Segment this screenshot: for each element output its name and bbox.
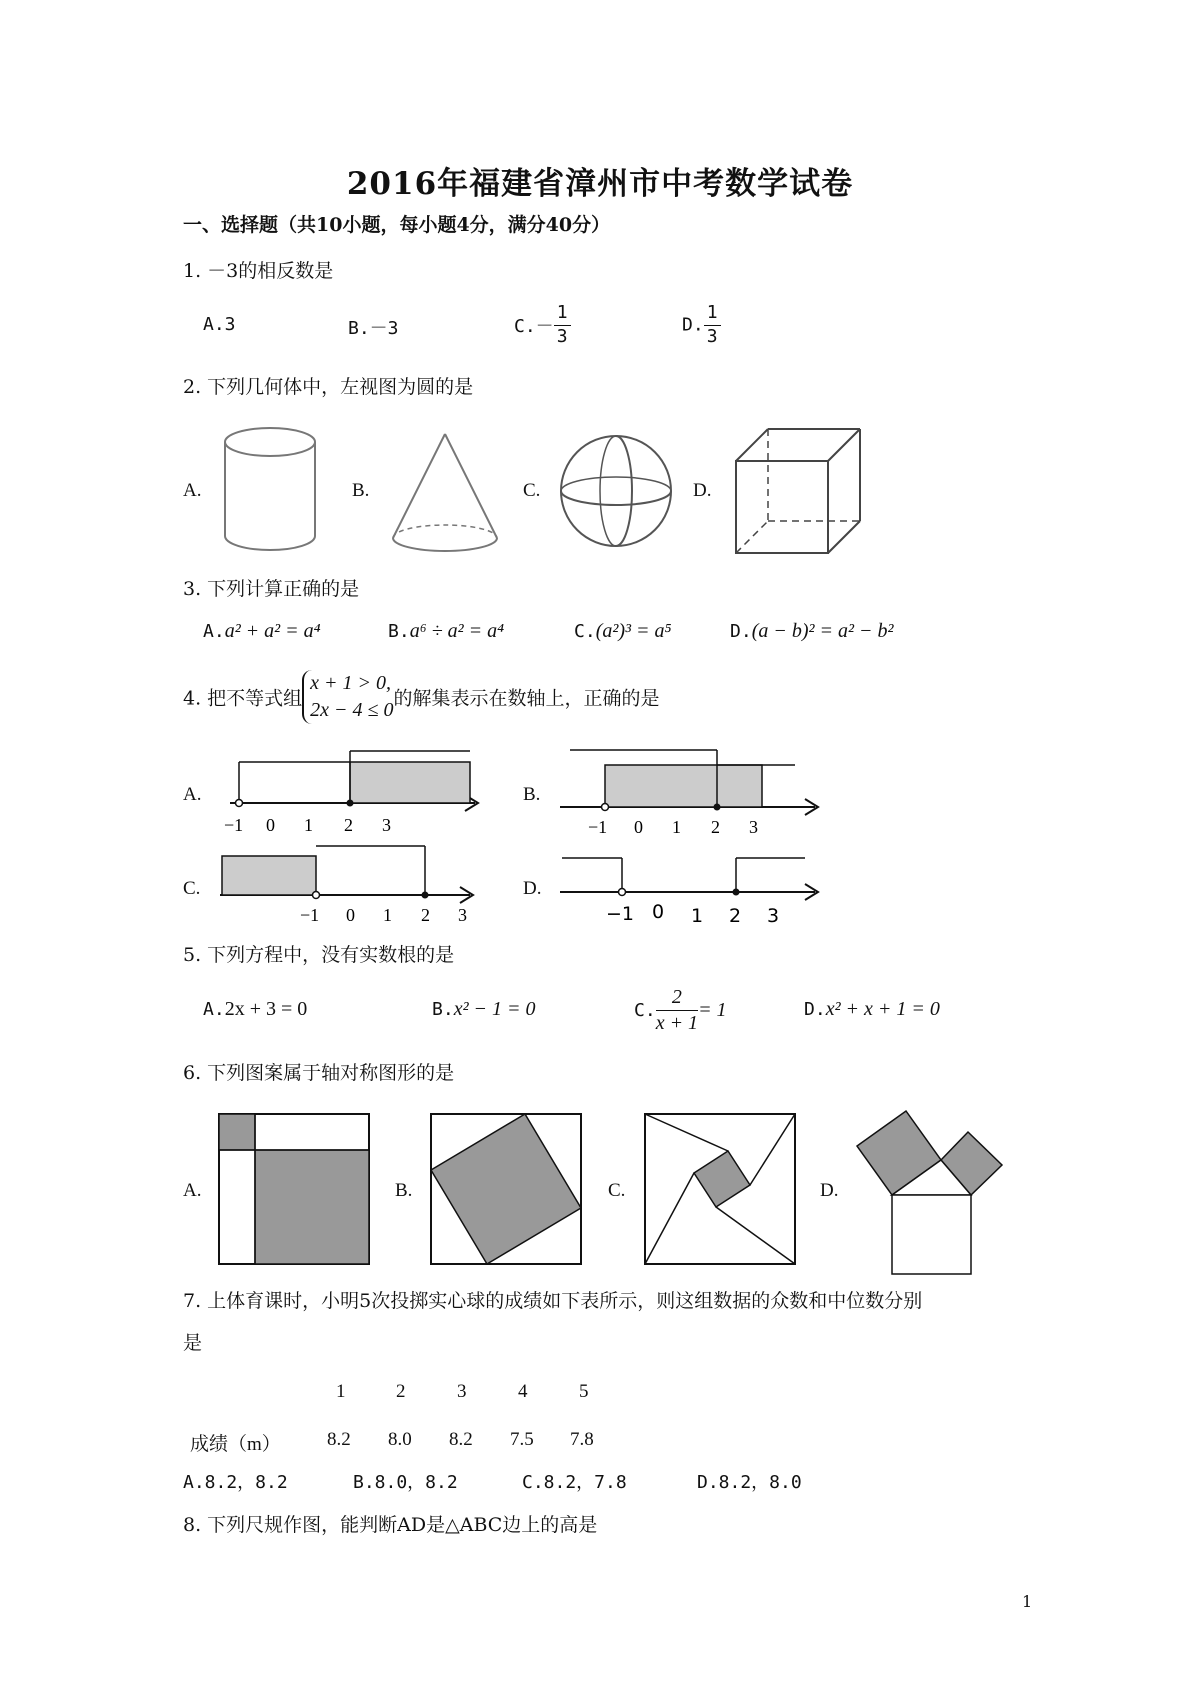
q5-option-c: C. $\frac{2}{x + 1}$ = 1	[634, 986, 727, 1034]
q3-option-a: A.a² + a² = a⁴	[203, 620, 321, 642]
tick-label: 1	[383, 905, 392, 925]
pattern-a	[218, 1113, 373, 1268]
table-cell: 8.2	[449, 1429, 473, 1450]
q1-option-c: C.－ $\frac{1}{3}$	[514, 302, 571, 348]
cube-figure	[732, 425, 872, 565]
tick-label: −1	[224, 815, 244, 835]
q7-option-c: C.8.2，7.8	[522, 1472, 627, 1493]
page-number: 1	[1022, 1592, 1033, 1611]
q1-option-a: A.3	[203, 314, 236, 335]
inequality-system: x + 1 > 0, 2x − 4 ≤ 0	[302, 670, 393, 724]
q4-label-d: D.	[523, 878, 542, 899]
table-cell: 7.8	[570, 1429, 594, 1450]
q8-stem: 8. 下列尺规作图，能判断AD是△ABC边上的高是	[183, 1514, 598, 1536]
tick-label: −1	[606, 903, 635, 925]
number-line-d	[560, 848, 830, 938]
q2-label-a: A.	[183, 480, 202, 501]
q6-label-d: D.	[820, 1180, 839, 1201]
q2-label-c: C.	[523, 480, 541, 501]
number-line-c	[220, 843, 490, 933]
tick-label: 1	[691, 905, 704, 927]
pattern-c	[644, 1113, 799, 1268]
q2-stem: 2. 下列几何体中，左视图为圆的是	[183, 376, 474, 398]
section-heading: 一、选择题（共10小题，每小题4分，满分40分）	[183, 214, 611, 236]
q3-option-d: D.(a − b)² = a² − b²	[730, 620, 894, 642]
tick-label: 1	[672, 817, 681, 837]
tick-label: 3	[749, 817, 758, 837]
cone-figure	[385, 430, 515, 560]
q1-option-b: B.－3	[348, 318, 399, 339]
q5-option-b: B.x² − 1 = 0	[432, 998, 536, 1020]
q4-label-c: C.	[183, 878, 201, 899]
page-title: 2016年福建省漳州市中考数学试卷	[346, 166, 854, 202]
q6-label-b: B.	[395, 1180, 413, 1201]
cylinder-figure	[215, 420, 335, 560]
q5-option-a: A.2x + 3 = 0	[203, 998, 308, 1020]
tick-label: 0	[346, 905, 355, 925]
q7-option-d: D.8.2，8.0	[697, 1472, 802, 1493]
q3-option-b: B.a⁶ ÷ a² = a⁴	[388, 620, 505, 642]
pattern-b	[430, 1113, 585, 1268]
table-cell: 8.2	[327, 1429, 351, 1450]
table-row-label: 成绩（m）	[190, 1434, 281, 1455]
q6-label-a: A.	[183, 1180, 202, 1201]
q6-label-c: C.	[608, 1180, 626, 1201]
table-cell: 7.5	[510, 1429, 534, 1450]
table-header-cell: 3	[457, 1381, 467, 1402]
tick-label: 2	[711, 817, 720, 837]
number-line-b	[560, 745, 830, 837]
tick-label: −1	[300, 905, 320, 925]
tick-label: 3	[458, 905, 467, 925]
tick-label: −1	[588, 817, 608, 837]
q4-label-b: B.	[523, 784, 541, 805]
q1-stem: 1. －3的相反数是	[183, 260, 334, 282]
q7-stem-line2: 是	[183, 1332, 203, 1354]
q7-stem-line1: 7. 上体育课时，小明5次投掷实心球的成绩如下表所示，则这组数据的众数和中位数分别	[183, 1290, 923, 1312]
sphere-figure	[557, 432, 687, 557]
q4-label-a: A.	[183, 784, 202, 805]
tick-label: 2	[729, 905, 742, 927]
tick-label: 1	[304, 815, 313, 835]
table-header-cell: 2	[396, 1381, 406, 1402]
q3-stem: 3. 下列计算正确的是	[183, 578, 360, 600]
table-header-cell: 1	[336, 1381, 346, 1402]
q5-stem: 5. 下列方程中，没有实数根的是	[183, 944, 455, 966]
tick-label: 2	[344, 815, 353, 835]
tick-label: 0	[652, 901, 665, 923]
table-header-cell: 4	[518, 1381, 528, 1402]
tick-label: 0	[634, 817, 643, 837]
number-line-a	[220, 745, 490, 835]
pattern-d	[855, 1108, 1015, 1273]
q3-option-c: C.(a²)³ = a⁵	[574, 620, 672, 642]
q1-option-d: D. $\frac{1}{3}$	[682, 302, 721, 348]
tick-label: 3	[767, 905, 780, 927]
q2-label-b: B.	[352, 480, 370, 501]
tick-label: 0	[266, 815, 275, 835]
q7-option-a: A.8.2，8.2	[183, 1472, 288, 1493]
q2-label-d: D.	[693, 480, 712, 501]
q6-stem: 6. 下列图案属于轴对称图形的是	[183, 1062, 455, 1084]
tick-label: 3	[382, 815, 391, 835]
q5-option-d: D.x² + x + 1 = 0	[804, 998, 940, 1020]
tick-label: 2	[421, 905, 430, 925]
q4-stem: 4. 把不等式组 x + 1 > 0, 2x − 4 ≤ 0 的解集表示在数轴上，正确的是	[183, 670, 660, 724]
q7-option-b: B.8.0，8.2	[353, 1472, 458, 1493]
table-cell: 8.0	[388, 1429, 412, 1450]
table-header-cell: 5	[579, 1381, 589, 1402]
